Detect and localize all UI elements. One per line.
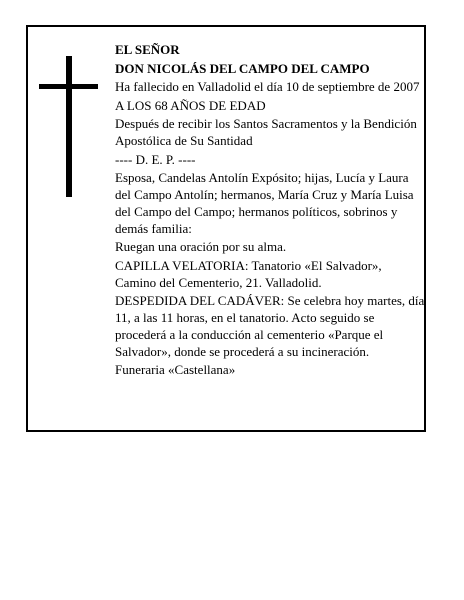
prayer-request: Ruegan una oración por su alma.	[115, 239, 287, 255]
notice-text	[115, 42, 425, 381]
sacraments-text: Después de recibir los Santos Sacramentos y la Bendición Apostólica de Su Santidad	[115, 116, 417, 149]
cross-vertical-bar	[66, 56, 72, 197]
age-at-death: A LOS 68 AÑOS DE EDAD	[115, 97, 266, 113]
chapel-info: CAPILLA VELATORIA: Tanatorio «El Salvador», Camino del Cementerio, 21. Valladolid.	[115, 257, 382, 290]
obituary-notice	[26, 25, 426, 432]
funeral-home: Funeraria «Castellana»	[115, 362, 236, 378]
notice-title: EL SEÑOR	[115, 42, 180, 57]
deceased-name: DON NICOLÁS DEL CAMPO DEL CAMPO	[115, 60, 370, 76]
farewell-info: DESPEDIDA DEL CADÁVER: Se celebra hoy martes, día 11, a las 11 horas, en el tanatorio. Acto seguido se procederá a la conducción al cementerio «Parque el Salvador», donde se procederá a su incineración.	[115, 293, 425, 359]
death-announcement: Ha fallecido en Valladolid el día 10 de septiembre de 2007	[115, 79, 420, 95]
family-list: Esposa, Candelas Antolín Expósito; hijas, Lucía y Laura del Campo Antolín; hermanos, María Cruz y María Luisa del Campo del Campo; hermanos políticos, sobrinos y demás familia:	[115, 170, 414, 236]
rip-line: ---- D. E. P. ----	[115, 151, 196, 167]
cross-horizontal-bar	[39, 84, 98, 89]
